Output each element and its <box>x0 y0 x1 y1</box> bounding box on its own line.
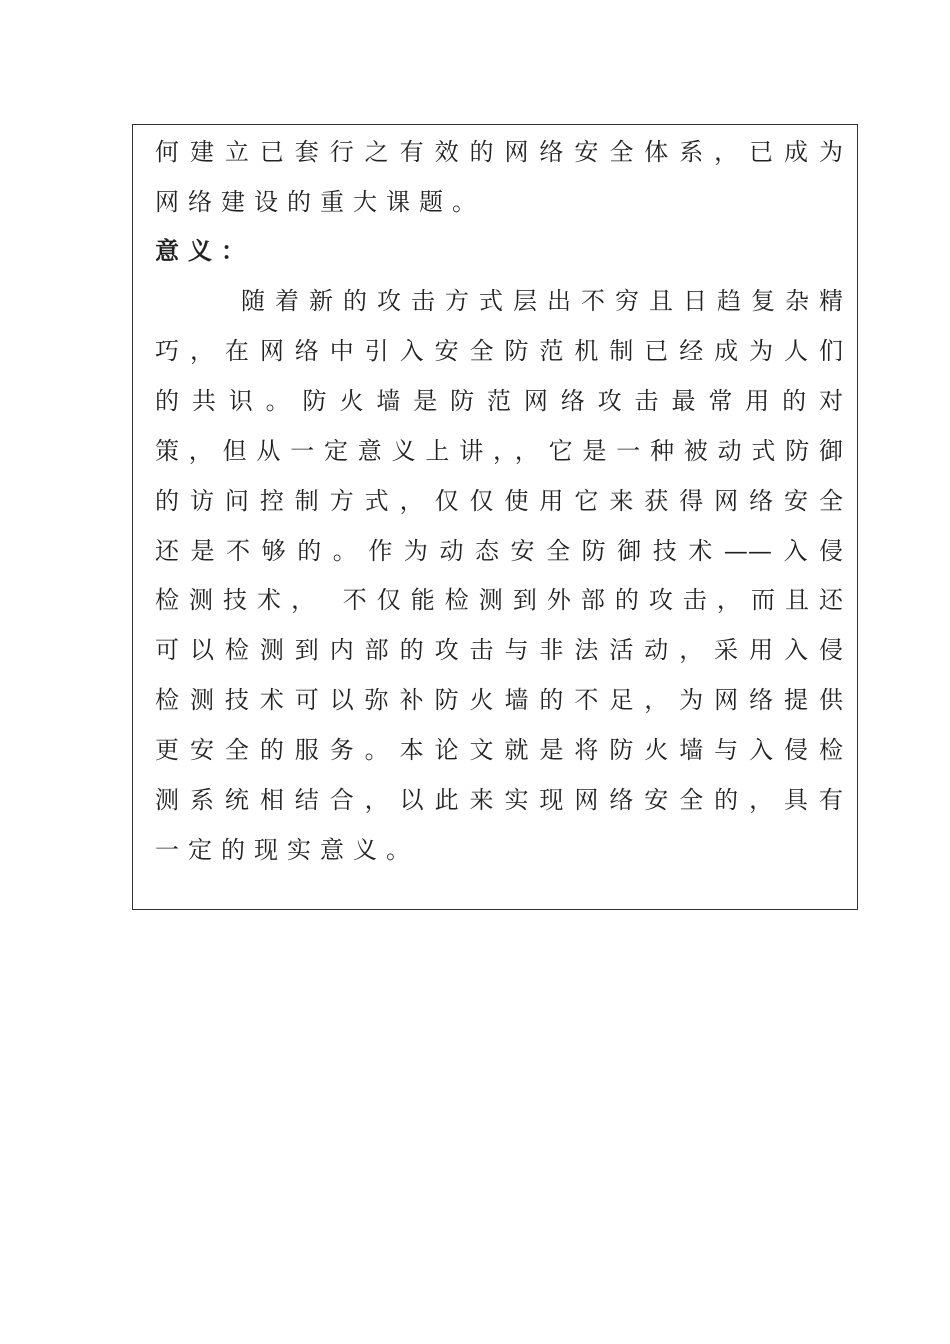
body-line-4: 策，但从一定意义上讲，，它是一种被动式防御 <box>155 437 843 465</box>
body-line-11: 测系统相结合，以此来实现网络安全的，具有 <box>155 786 843 814</box>
body-line-3: 的共识。防火墙是防范网络攻击最常用的对 <box>155 387 843 415</box>
body-line-2: 巧，在网络中引入安全防范机制已经成为人们 <box>155 337 843 365</box>
intro-line-1: 何建立已套行之有效的网络安全体系，已成为 <box>155 138 843 166</box>
body-line-7: 检测技术， 不仅能检测到外部的攻击，而且还 <box>155 586 843 614</box>
document-text-box <box>132 124 858 910</box>
body-line-5: 的访问控制方式，仅仅使用它来获得网络安全 <box>155 487 843 515</box>
intro-line-2: 网络建设的重大课题。 <box>155 188 485 216</box>
body-line-6: 还是不够的。作为动态安全防御技术——入侵 <box>155 537 843 565</box>
body-line-8: 可以检测到内部的攻击与非法活动，采用入侵 <box>155 636 843 664</box>
body-line-10: 更安全的服务。本论文就是将防火墙与入侵检 <box>155 736 843 764</box>
body-line-9: 检测技术可以弥补防火墙的不足，为网络提供 <box>155 686 843 714</box>
body-line-12: 一定的现实意义。 <box>155 836 419 864</box>
section-heading-significance: 意义： <box>155 236 254 265</box>
body-line-1: 随着新的攻击方式层出不穷且日趋复杂精 <box>241 287 843 315</box>
